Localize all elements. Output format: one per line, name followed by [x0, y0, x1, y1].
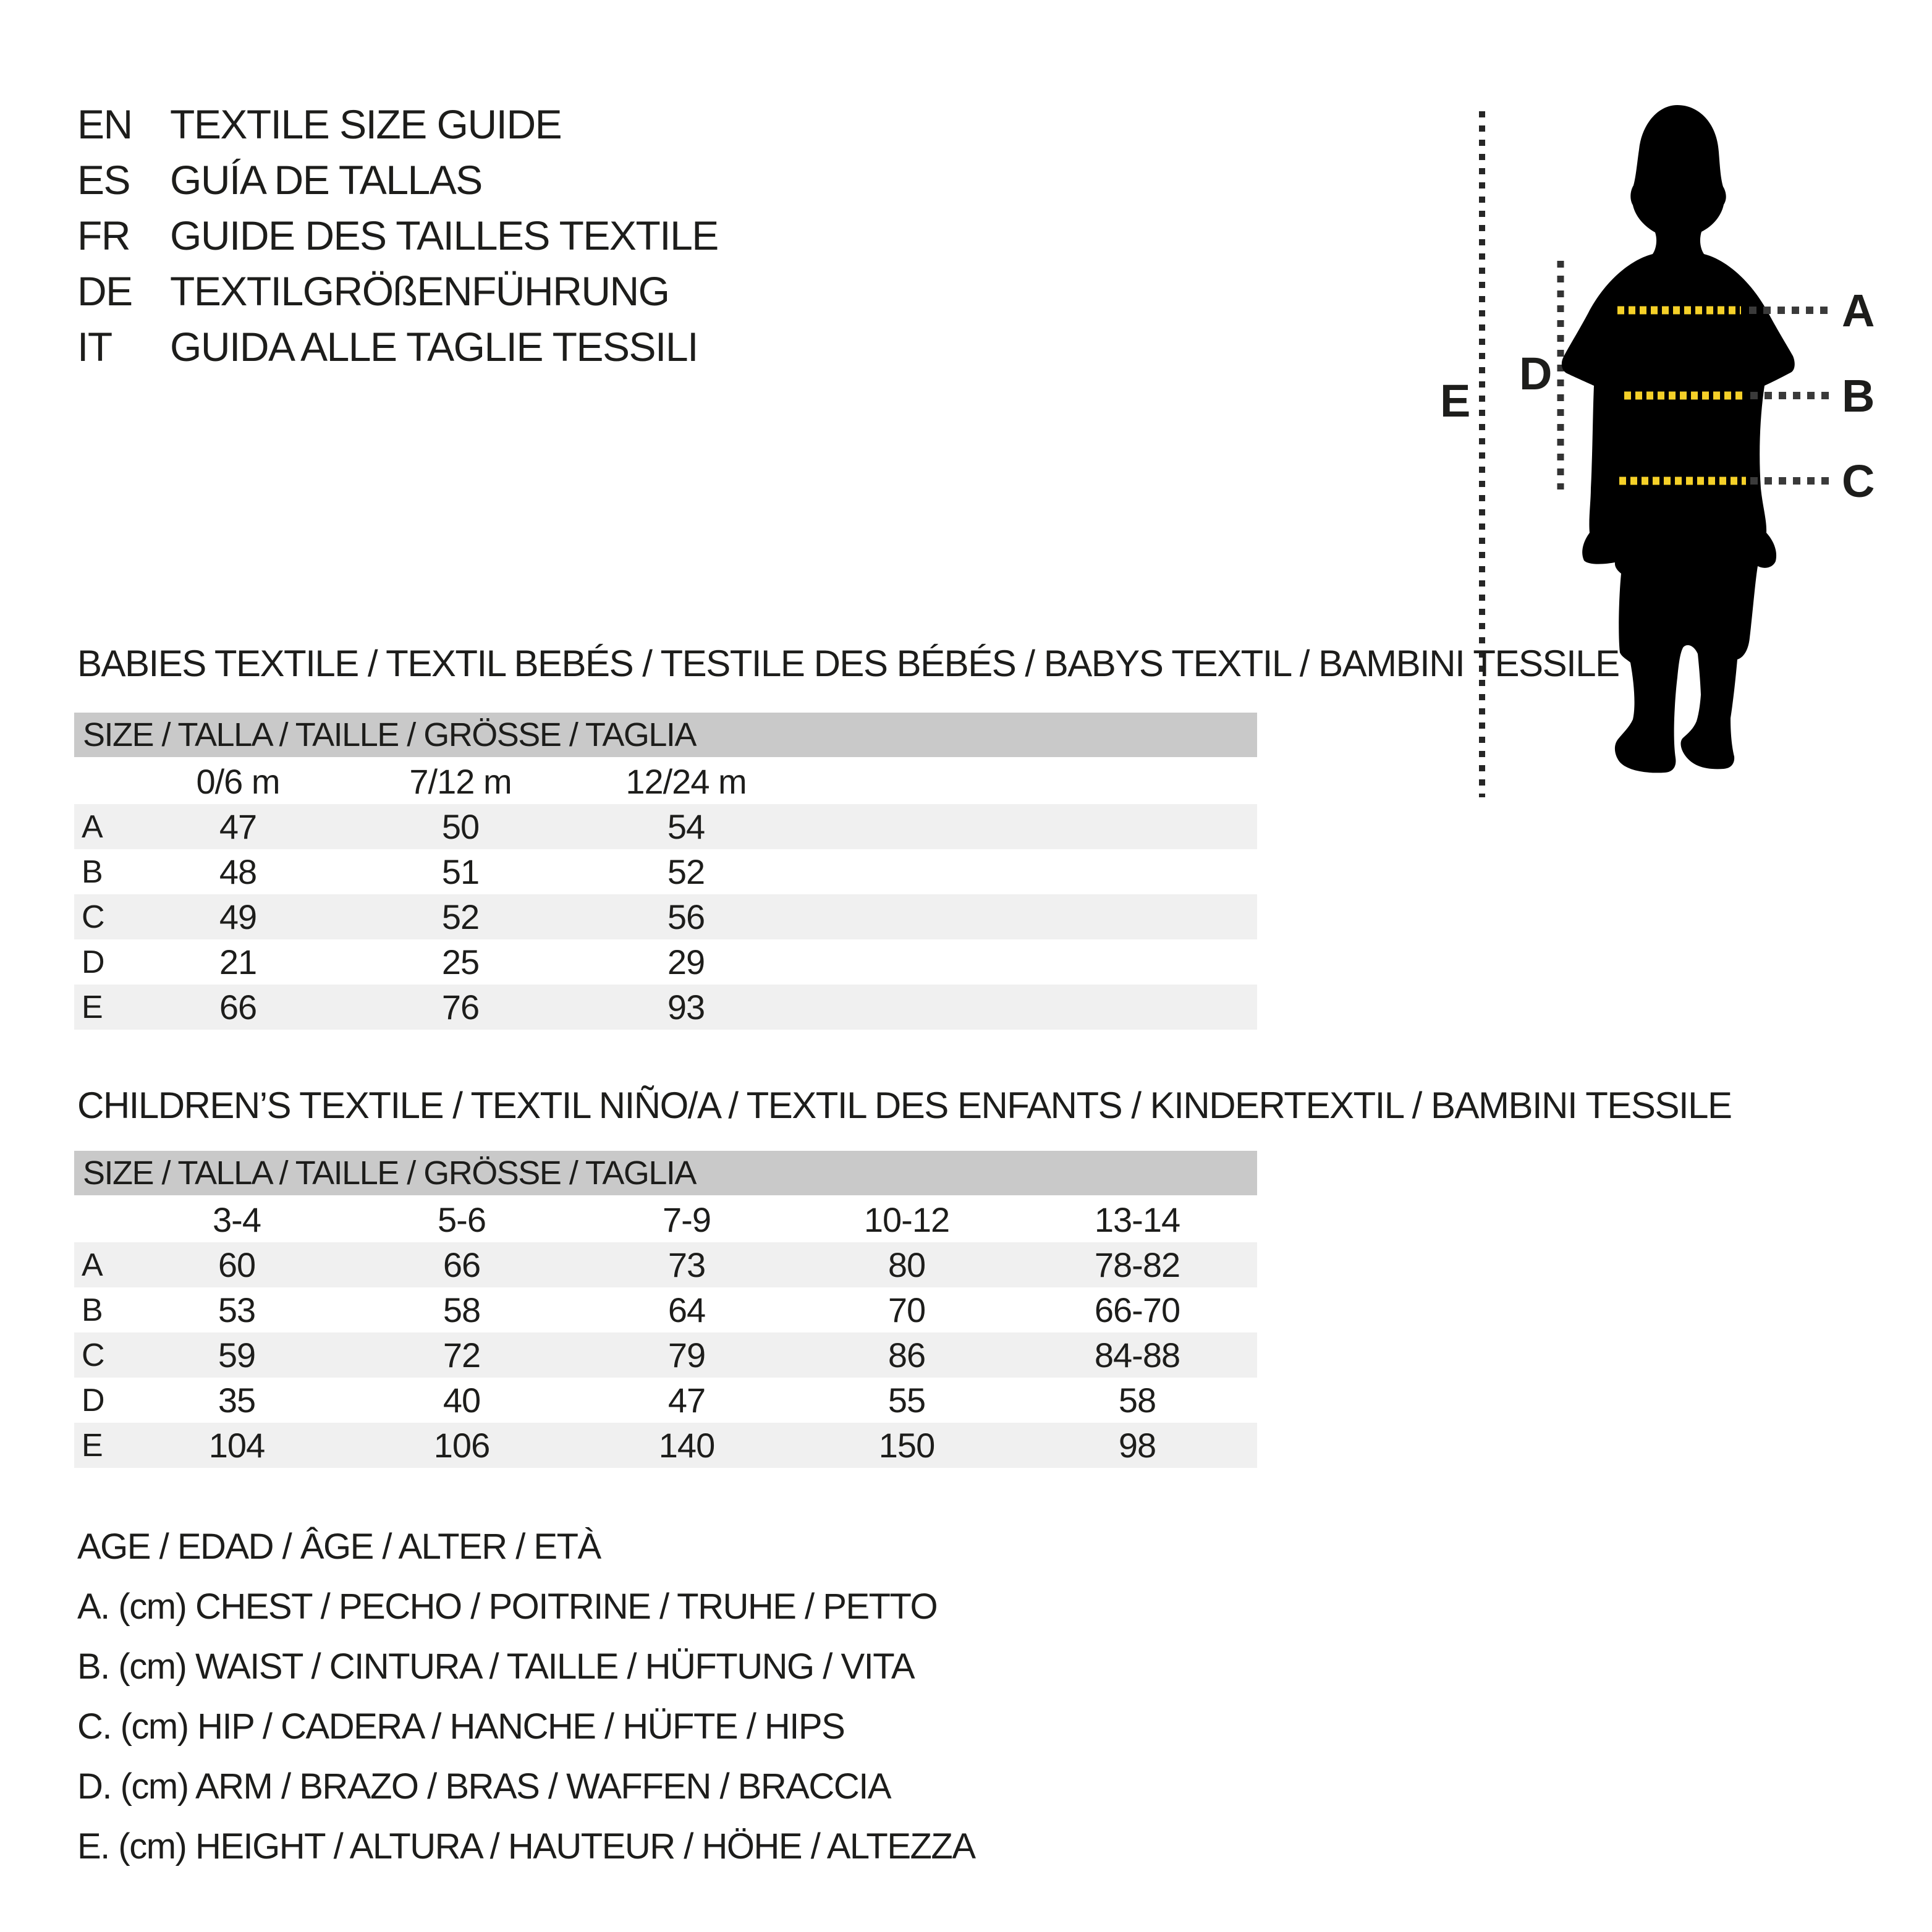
babies-section-title: BABIES TEXTILE / TEXTIL BEBÉS / TESTILE DES BÉBÉS / BABYS TEXTIL / BAMBINI TESSILE — [77, 643, 1619, 684]
cell-value: 58 — [1118, 1381, 1156, 1420]
measure-label-waist: B — [1842, 370, 1875, 422]
cell-value: 51 — [441, 852, 480, 891]
babies-size-header-bar — [74, 713, 1257, 757]
cell-value: 52 — [667, 852, 705, 891]
children-section-title: CHILDREN’S TEXTILE / TEXTIL NIÑO/A / TEXTIL DES ENFANTS / KINDERTEXTIL / BAMBINI TESSILE — [77, 1085, 1732, 1126]
measurement-legend — [77, 1517, 975, 1876]
babies-col-0-6m: 0/6 m — [196, 761, 280, 801]
guide-title: GUIDE DES TAILLES TEXTILE — [170, 213, 718, 258]
cell-value: 86 — [888, 1336, 926, 1375]
row-label: E — [82, 989, 103, 1025]
language-row — [77, 319, 718, 375]
row-label: C — [82, 899, 104, 935]
cell-value: 66-70 — [1094, 1290, 1180, 1329]
cell-value: 29 — [667, 943, 705, 981]
table-row — [74, 1423, 1257, 1468]
cell-value: 64 — [667, 1290, 706, 1329]
cell-value: 98 — [1118, 1426, 1156, 1465]
children-col-3-4: 3-4 — [213, 1200, 261, 1239]
guide-title: GUÍA DE TALLAS — [170, 157, 482, 203]
row-label: B — [82, 854, 103, 890]
cell-value: 140 — [658, 1426, 715, 1465]
cell-value: 54 — [667, 807, 705, 846]
legend-waist: B. (cm) WAIST / CINTURA / TAILLE / HÜFTUNG / VITA — [77, 1646, 915, 1687]
guide-title: GUIDA ALLE TAGLIE TESSILI — [170, 324, 698, 370]
language-row — [77, 152, 718, 208]
children-size-header-label: SIZE / TALLA / TAILLE / GRÖSSE / TAGLIA — [83, 1155, 696, 1192]
legend-hip: C. (cm) HIP / CADERA / HANCHE / HÜFTE / HIPS — [77, 1706, 845, 1747]
language-code: EN — [77, 101, 132, 147]
measure-label-arm: D — [1519, 348, 1553, 399]
table-row — [74, 1287, 1257, 1332]
legend-age: AGE / EDAD / ÂGE / ALTER / ETÀ — [77, 1527, 601, 1567]
cell-value: 66 — [219, 988, 257, 1027]
row-label: E — [82, 1427, 103, 1464]
cell-value: 76 — [441, 988, 480, 1027]
cell-value: 48 — [219, 852, 257, 891]
cell-value: 35 — [218, 1381, 256, 1420]
guide-title: TEXTILE SIZE GUIDE — [170, 101, 562, 147]
cell-value: 56 — [667, 897, 705, 936]
table-row — [74, 804, 1257, 849]
cell-value: 104 — [208, 1426, 265, 1465]
cell-value: 80 — [888, 1245, 926, 1284]
measure-label-chest: A — [1842, 285, 1875, 336]
row-label: C — [82, 1337, 104, 1373]
language-code: ES — [77, 157, 130, 203]
table-row — [74, 1378, 1257, 1423]
cell-value: 106 — [433, 1426, 490, 1465]
cell-value: 21 — [219, 943, 257, 981]
table-row — [74, 1332, 1257, 1378]
cell-value: 52 — [441, 897, 480, 936]
children-col-7-9: 7-9 — [663, 1200, 711, 1239]
cell-value: 50 — [441, 807, 480, 846]
cell-value: 72 — [443, 1336, 481, 1375]
measure-label-hip: C — [1842, 455, 1875, 507]
language-code: DE — [77, 268, 132, 314]
cell-value: 150 — [878, 1426, 935, 1465]
cell-value: 53 — [218, 1290, 256, 1329]
children-col-13-14: 13-14 — [1094, 1200, 1180, 1239]
babies-col-7-12m: 7/12 m — [409, 761, 512, 801]
row-label: B — [82, 1292, 103, 1328]
row-label: D — [82, 1382, 104, 1418]
cell-value: 79 — [667, 1336, 706, 1375]
measure-label-height: E — [1440, 375, 1471, 426]
table-row — [74, 894, 1257, 939]
cell-value: 25 — [441, 943, 480, 981]
children-column-header-row — [74, 1197, 1257, 1242]
language-code: IT — [77, 324, 112, 370]
cell-value: 73 — [667, 1245, 706, 1284]
babies-col-12-24m: 12/24 m — [625, 761, 747, 801]
row-label: D — [82, 944, 104, 980]
cell-value: 40 — [443, 1381, 481, 1420]
guide-title: TEXTILGRÖßENFÜHRUNG — [170, 268, 669, 314]
children-size-header-bar — [74, 1151, 1257, 1195]
cell-value: 58 — [443, 1290, 481, 1329]
cell-value: 49 — [219, 897, 257, 936]
table-row — [74, 939, 1257, 985]
cell-value: 78-82 — [1094, 1245, 1180, 1284]
cell-value: 66 — [443, 1245, 481, 1284]
children-col-10-12: 10-12 — [863, 1200, 950, 1239]
cell-value: 47 — [667, 1381, 706, 1420]
language-code: FR — [77, 213, 130, 258]
cell-value: 55 — [888, 1381, 926, 1420]
cell-value: 47 — [219, 807, 257, 846]
babies-column-header-row — [74, 759, 1257, 803]
babies-size-header-label: SIZE / TALLA / TAILLE / GRÖSSE / TAGLIA — [83, 716, 696, 753]
table-row — [74, 985, 1257, 1030]
language-row — [77, 263, 718, 319]
language-title-list — [77, 96, 718, 375]
table-row — [74, 849, 1257, 894]
language-row — [77, 96, 718, 152]
cell-value: 60 — [218, 1245, 256, 1284]
child-measurement-diagram — [1434, 93, 1922, 803]
table-row — [74, 1242, 1257, 1287]
language-row — [77, 208, 718, 263]
row-label: A — [82, 808, 103, 845]
legend-arm: D. (cm) ARM / BRAZO / BRAS / WAFFEN / BRACCIA — [77, 1766, 891, 1807]
cell-value: 59 — [218, 1336, 256, 1375]
cell-value: 70 — [888, 1290, 926, 1329]
cell-value: 93 — [667, 988, 705, 1027]
row-label: A — [82, 1247, 103, 1283]
cell-value: 84-88 — [1094, 1336, 1180, 1375]
legend-height: E. (cm) HEIGHT / ALTURA / HAUTEUR / HÖHE / ALTEZZA — [77, 1826, 975, 1866]
legend-chest: A. (cm) CHEST / PECHO / POITRINE / TRUHE / PETTO — [77, 1587, 938, 1627]
children-col-5-6: 5-6 — [438, 1200, 486, 1239]
